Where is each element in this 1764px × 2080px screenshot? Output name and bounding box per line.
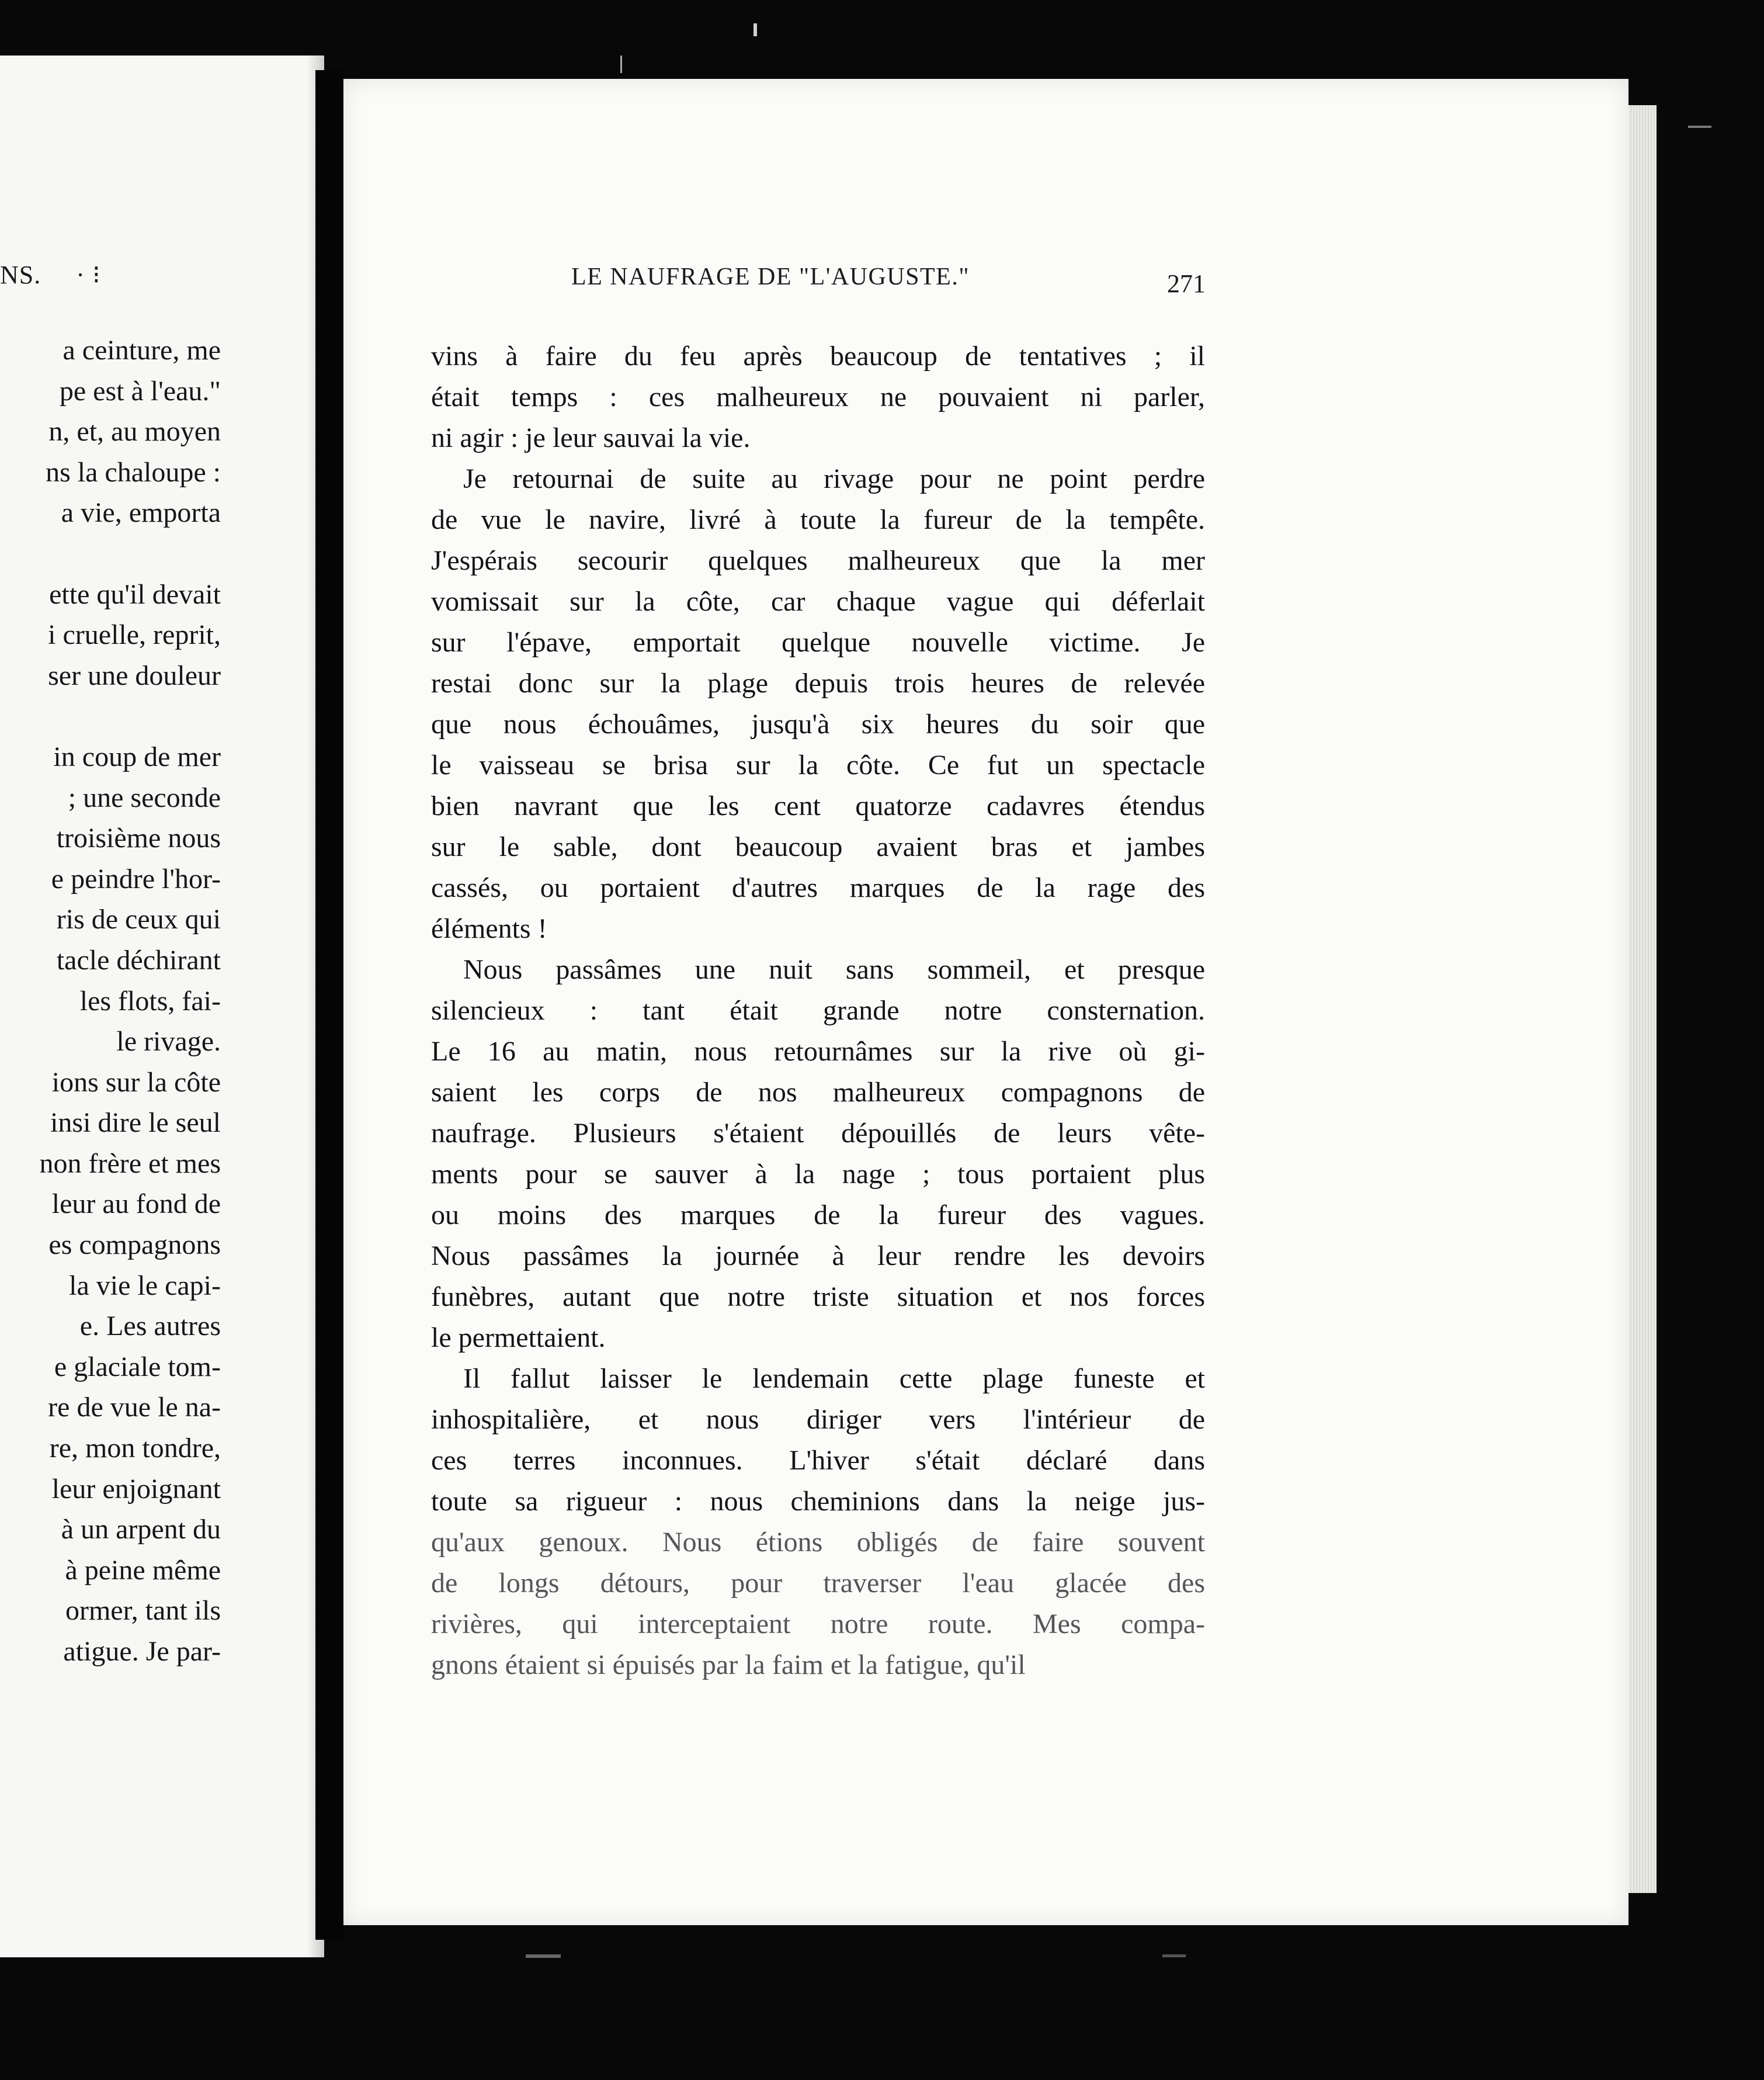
page-block-edge (1628, 105, 1657, 1893)
text-line: restai donc sur la plage depuis trois heures de relevée (431, 668, 1205, 699)
text-line: que nous échouâmes, jusqu'à six heures du soir que (431, 709, 1205, 740)
left-text-line: tacle déchirant (56, 944, 221, 976)
text-line: Je retournai de suite au rivage pour ne point perdre (463, 463, 1205, 494)
right-page (343, 79, 1628, 1925)
left-text-line: ette qu'il devait (49, 578, 221, 610)
left-page (0, 56, 324, 1957)
text-line: gnons étaient si épuisés par la faim et la fatigue, qu'il (431, 1649, 1026, 1680)
left-text-line: ser une douleur (48, 660, 221, 691)
left-text-line: ormer, tant ils (65, 1595, 221, 1627)
text-line: Il fallut laisser le lendemain cette plage funeste et (463, 1363, 1205, 1394)
left-text-line: ns la chaloupe : (46, 456, 221, 488)
left-text-line: insi dire le seul (50, 1107, 221, 1139)
scan-speck (620, 56, 622, 73)
text-line: vins à faire du feu après beaucoup de tentatives ; il (431, 341, 1205, 372)
text-line: de longs détours, pour traverser l'eau glacée des (431, 1568, 1205, 1599)
page-body-text (431, 336, 1205, 1686)
left-text-line: leur enjoignant (51, 1473, 221, 1504)
left-running-head (0, 260, 101, 290)
text-line: funèbres, autant que notre triste situation et nos forces (431, 1281, 1205, 1312)
left-text-line: leur au fond de (51, 1188, 221, 1220)
text-line: saient les corps de nos malheureux compagnons de (431, 1077, 1205, 1108)
running-head: LE NAUFRAGE DE "L'AUGUSTE." (571, 264, 970, 290)
left-text-line: re, mon tondre, (49, 1433, 221, 1464)
left-text-line: re de vue le na- (48, 1392, 221, 1423)
text-line: toute sa rigueur : nous cheminions dans la neige jus- (431, 1486, 1205, 1517)
scan-speck (753, 23, 757, 36)
left-text-line: a vie, emporta (61, 497, 221, 529)
left-text-line (0, 533, 221, 574)
scan-speck (1688, 126, 1711, 128)
page-number: 271 (1167, 269, 1206, 298)
left-header-text: NS. (0, 261, 41, 289)
left-text-line: in coup de mer (53, 741, 221, 772)
left-text-line: les flots, fai- (79, 985, 221, 1017)
left-text-line: le rivage. (116, 1026, 221, 1058)
text-line: le vaisseau se brisa sur la côte. Ce fut un spectacle (431, 750, 1205, 781)
left-text-line: ions sur la côte (51, 1066, 221, 1098)
book-gutter (315, 70, 343, 1940)
text-line: Le 16 au matin, nous retournâmes sur la rive où gi- (431, 1036, 1205, 1067)
text-line: vomissait sur la côte, car chaque vague qui déferlait (431, 586, 1205, 617)
scan-speck (1162, 1954, 1186, 1957)
text-line: silencieux : tant était grande notre consternation. (431, 995, 1205, 1026)
text-line: Nous passâmes la journée à leur rendre les devoirs (431, 1240, 1205, 1271)
left-text-line: troisième nous (56, 823, 221, 854)
scan-speck (526, 1954, 561, 1958)
left-text-line: e glaciale tom- (54, 1351, 221, 1382)
paragraph (431, 459, 1205, 949)
left-text-line: pe est à l'eau." (59, 375, 221, 407)
text-line: J'espérais secourir quelques malheureux que la mer (431, 545, 1205, 576)
paragraph (431, 1358, 1205, 1686)
left-text-line: non frère et mes (39, 1148, 221, 1179)
left-text-line (0, 696, 221, 737)
text-line: rivières, qui interceptaient notre route. Mes compa- (431, 1608, 1205, 1639)
left-text-line: ; une seconde (68, 782, 221, 813)
left-text-line: n, et, au moyen (48, 416, 221, 448)
text-line: sur l'épave, emportait quelque nouvelle victime. Je (431, 627, 1205, 658)
left-text-line: a ceinture, me (62, 335, 221, 366)
left-text-line: à un arpent du (61, 1514, 221, 1545)
text-line: naufrage. Plusieurs s'étaient dépouillés de leurs vête- (431, 1118, 1205, 1149)
left-text-line: à peine même (65, 1554, 221, 1586)
left-text-line: es compagnons (48, 1229, 221, 1261)
text-line: le permettaient. (431, 1322, 606, 1353)
left-page-text (0, 330, 221, 1672)
left-text-line: i cruelle, reprit, (48, 619, 221, 651)
text-line: éléments ! (431, 913, 547, 944)
left-text-line: e peindre l'hor- (51, 863, 221, 895)
text-line: de vue le navire, livré à toute la fureur de la tempête. (431, 504, 1205, 535)
text-line: ces terres inconnues. L'hiver s'était déclaré dans (431, 1445, 1205, 1476)
left-header-marks: · ⁝ (76, 261, 101, 289)
paragraph (431, 949, 1205, 1358)
text-line: était temps : ces malheureux ne pouvaient ni parler, (431, 382, 1205, 412)
left-text-line: e. Les autres (79, 1311, 221, 1342)
text-line: sur le sable, dont beaucoup avaient bras et jambes (431, 831, 1205, 862)
text-line: bien navrant que les cent quatorze cadavres étendus (431, 791, 1205, 821)
paragraph (431, 336, 1205, 459)
text-line: cassés, ou portaient d'autres marques de la rage des (431, 872, 1205, 903)
text-line: ou moins des marques de la fureur des vagues. (431, 1200, 1205, 1230)
left-text-line: ris de ceux qui (56, 904, 221, 935)
text-line: Nous passâmes une nuit sans sommeil, et presque (463, 954, 1205, 985)
text-line: ni agir : je leur sauvai la vie. (431, 422, 751, 453)
left-text-line: la vie le capi- (69, 1270, 221, 1301)
left-text-line: atigue. Je par- (63, 1636, 221, 1667)
text-line: qu'aux genoux. Nous étions obligés de faire souvent (431, 1527, 1205, 1558)
text-line: inhospitalière, et nous diriger vers l'intérieur de (431, 1404, 1205, 1435)
text-line: ments pour se sauver à la nage ; tous portaient plus (431, 1159, 1205, 1190)
